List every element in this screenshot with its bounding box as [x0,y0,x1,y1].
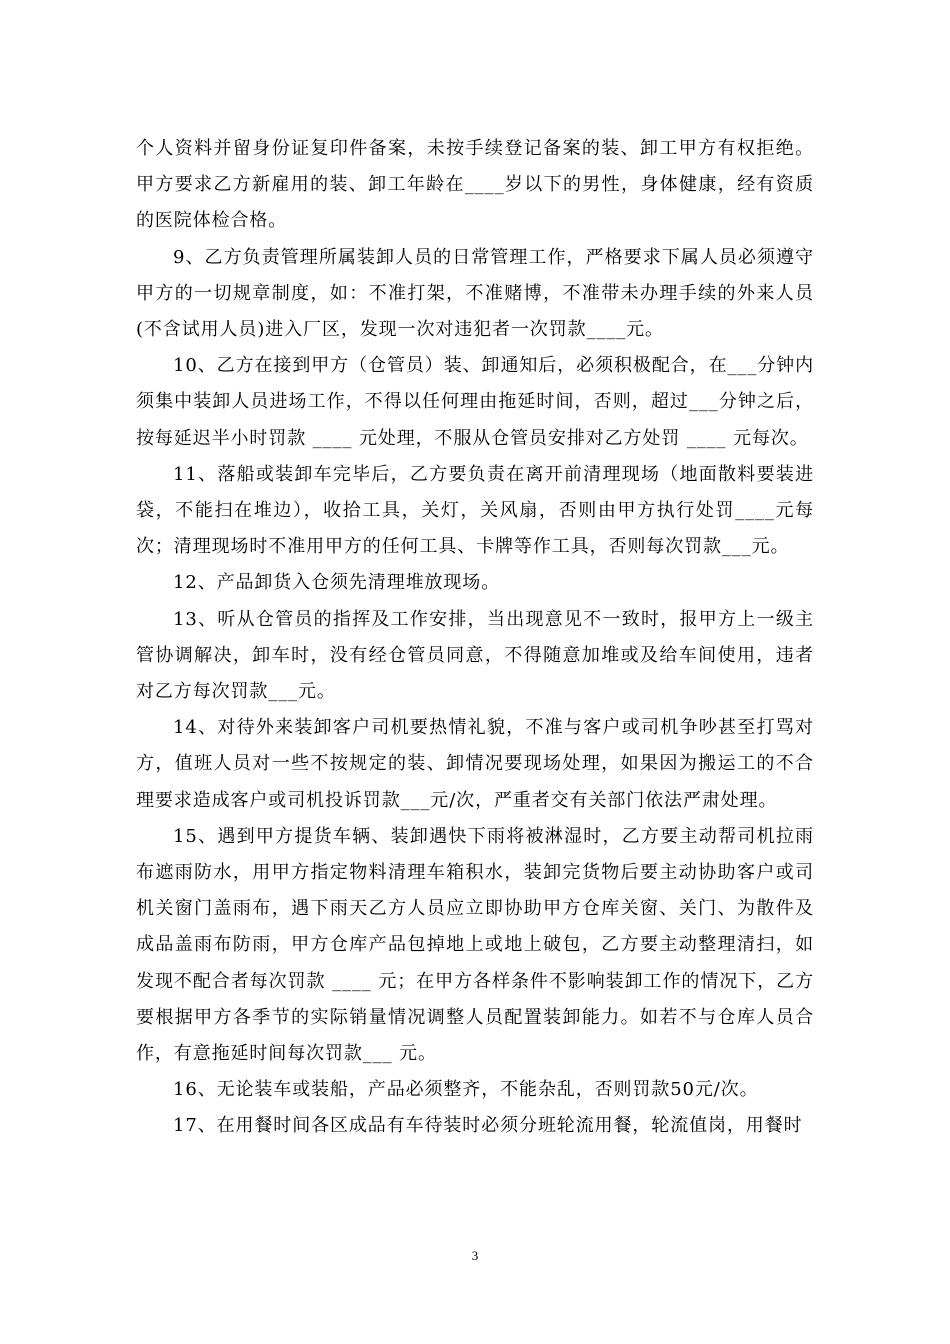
paragraph-personal-info: 个人资料并留身份证复印件备案，未按手续登记备案的装、卸工甲方有权拒绝。甲方要求乙方新雇用的装、卸工年龄在____岁以下的男性，身体健康，经有资质的医院体检合格。 [136,138,814,232]
paragraph-clause-10: 10、乙方在接到甲方（仓管员）装、卸通知后，必须积极配合，在___分钟内须集中装卸人员进场工作，不得以任何理由拖延时间，否则，超过___分钟之后，按每延迟半小时罚款 ____ 元处理，不服从仓管员安排对乙方处罚 ____ 元每次。 [136,355,814,449]
paragraph-clause-9: 9、乙方负责管理所属装卸人员的日常管理工作，严格要求下属人员必须遵守甲方的一切规章制度，如：不准打架，不准赌博，不准带未办理手续的外来人员(不含试用人员)进入厂区，发现一次对违犯者一次罚款____元。 [136,246,814,341]
document-body [136,131,814,1145]
paragraph-clause-15: 15、遇到甲方提货车辆、装卸遇快下雨将被淋湿时，乙方要主动帮司机拉雨布遮雨防水，用甲方指定物料清理车箱积水，装卸完货物后要主动协助客户或司机关窗门盖雨布，遇下雨天乙方人员应立即协助甲方仓库关窗、关门、为散件及成品盖雨布防雨，甲方仓库产品包掉地上或地上破包，乙方要主动整理清扫，如发现不配合者每次罚款 ____ 元；在甲方各样条件不影响装卸工作的情况下，乙方要根据甲方各季节的实际销量情况调整人员配置装卸能力。如若不与仓库人员合作，有意拖延时间每次罚款___ 元。 [136,825,814,1065]
paragraph-clause-14: 14、对待外来装卸客户司机要热情礼貌，不准与客户或司机争吵甚至打骂对方，值班人员对一些不按规定的装、卸情况要现场处理，如果因为搬运工的不合理要求造成客户或司机投诉罚款___元/次，严重者交有关部门依法严肃处理。 [136,717,814,811]
paragraph-clause-12: 12、产品卸货入仓须先清理堆放现场。 [173,572,501,594]
paragraph-clause-11: 11、落船或装卸车完毕后，乙方要负责在离开前清理现场（地面散料要装进袋，不能扫在堆边），收拾工具，关灯，关风扇，否则由甲方执行处罚____元每次；清理现场时不准用甲方的任何工具、卡牌等作工具，否则每次罚款___元。 [136,463,814,558]
paragraph-clause-16: 16、无论装车或装船，产品必须整齐，不能杂乱，否则罚款50元/次。 [173,1079,759,1101]
page-number: 3 [471,1248,479,1263]
paragraph-clause-13: 13、听从仓管员的指挥及工作安排，当出现意见不一致时，报甲方上一级主管协调解决，卸车时，没有经仓管员同意，不得随意加堆或及给车间使用，违者对乙方每次罚款___元。 [136,608,814,703]
paragraph-clause-17: 17、在用餐时间各区成品有车待装时必须分班轮流用餐，轮流值岗，用餐时 [173,1115,803,1137]
